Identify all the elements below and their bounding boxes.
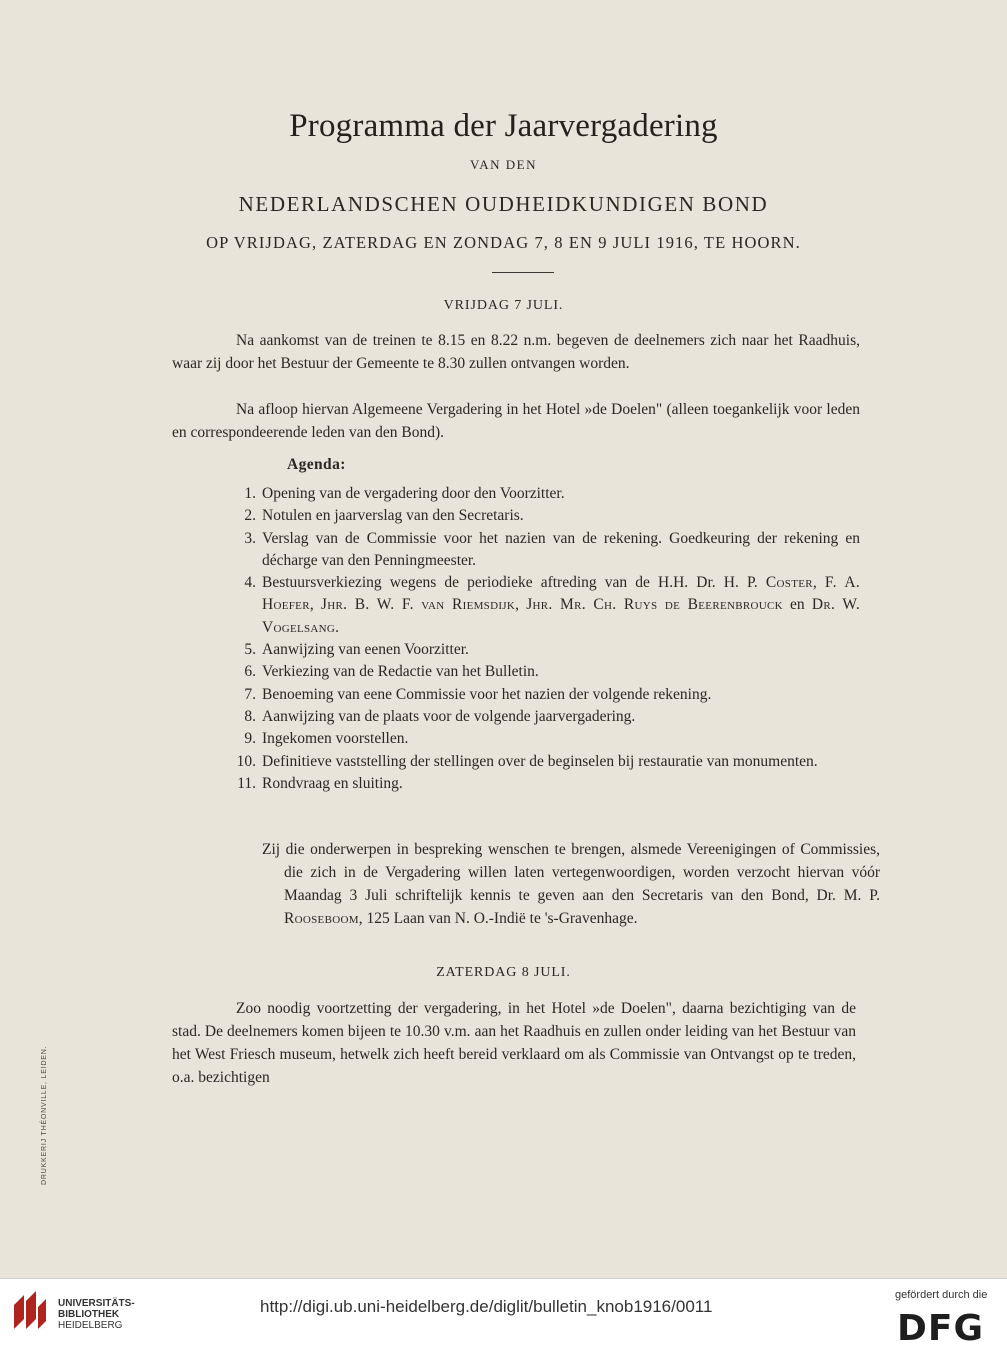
agenda-item: 2. Notulen en jaarverslag van den Secretaris. — [244, 507, 524, 525]
agenda-item: 5. Aanwijzing van eenen Voorzitter. — [244, 641, 469, 659]
meeting-dates: OP VRIJDAG, ZATERDAG EN ZONDAG 7, 8 EN 9 JULI 1916, TE HOORN. — [206, 233, 801, 252]
agenda-item: 4. Bestuursverkiezing wegens de periodieke aftreding van de H.H. Dr. H. P. Coster, F. A. Hoefer, Jhr. B. W. F. van Riemsdijk, Jhr. Mr. Ch. Ruys de Beerenbrouck en Dr. W. Vogelsang. — [244, 574, 861, 636]
library-name: UNIVERSITÄTS- BIBLIOTHEK HEIDELBERG — [58, 1298, 135, 1331]
friday-paragraph-1: Na aankomst van de treinen te 8.15 en 8.22 n.m. begeven de deelnemers zich naar het Raadhuis, waar zij door het Bestuur der Gemeente te 8.30 zullen ontvangen worden. — [172, 332, 860, 372]
subtitle-van-den: VAN DEN — [470, 157, 537, 172]
agenda-item: 11. Rondvraag en sluiting. — [237, 774, 403, 792]
organisation-name: NEDERLANDSCHEN OUDHEIDKUNDIGEN BOND — [238, 192, 769, 216]
dfg-logo: DFG — [897, 1308, 985, 1349]
saturday-paragraph-1: Zoo noodig voortzetting der vergadering, in het Hotel »de Doelen", daarna bezichtiging van de stad. De deelnemers komen bijeen te 10.30 v.m. aan het Raadhuis en zullen onder leiding van het Bestuur van het West Friesch museum, hetwelk zich heeft bereid verklaard om als Commissie van Ontvangst op te treden, o.a. bezichtigen — [172, 1000, 856, 1086]
agenda-item: 1. Opening van de vergadering door den Voorzitter. — [244, 485, 565, 502]
friday-heading: VRIJDAG 7 JULI. — [443, 298, 564, 313]
friday-paragraph-2: Na afloop hiervan Algemeene Vergadering in het Hotel »de Doelen" (alleen toegankelijk voor leden en correspondeerende leden van den Bond). — [172, 401, 860, 441]
digitisation-footer — [0, 1278, 1007, 1353]
agenda-item: 3. Verslag van de Commissie voor het nazien van de rekening. Goedkeuring der rekening en décharge van den Penningmeester. — [244, 529, 860, 569]
agenda-item: 9. Ingekomen voorstellen. — [244, 730, 409, 748]
agenda-item: 8. Aanwijzing van de plaats voor de volgende jaarvergadering. — [244, 707, 636, 725]
person-name: Jhr. Mr. Ch. Ruys de Beerenbrouck — [526, 596, 783, 614]
funding-note: gefördert durch die — [895, 1289, 988, 1301]
divider-rule — [492, 272, 554, 273]
agenda-item: 6. Verkiezing van de Redactie van het Bulletin. — [244, 663, 539, 681]
person-name: F. A. Hoefer — [262, 574, 861, 614]
person-name: Rooseboom — [284, 910, 359, 927]
agenda-heading: Agenda: — [287, 456, 346, 473]
permalink-url[interactable]: http://digi.ub.uni-heidelberg.de/diglit/bulletin_knob1916/0011 — [260, 1297, 713, 1316]
submission-note: Zij die onderwerpen in bespreking wenschen te brengen, alsmede Vereenigingen of Commissies, die zich in de Vergadering willen laten vertegenwoordigen, worden verzocht hiervan vóór Maandag 3 Juli schriftelijk kennis te geven aan den Secretaris van den Bond, Dr. M. P. Rooseboom, 125 Laan van N. O.-Indië te 's-Gravenhage. — [262, 841, 880, 927]
agenda-item: 7. Benoeming van eene Commissie voor het nazien der volgende rekening. — [244, 685, 712, 703]
agenda-item: 10. Definitieve vaststelling der stellingen over de beginselen bij restauratie van monumenten. — [236, 752, 818, 770]
person-name: Jhr. B. W. F. van Riemsdijk — [320, 596, 516, 614]
agenda-list — [226, 483, 860, 795]
person-name: Dr. W. Vogelsang — [262, 596, 861, 636]
university-library-logo-icon — [10, 1289, 50, 1331]
page-title: Programma der Jaarvergadering — [289, 108, 718, 144]
person-name: Coster — [765, 574, 813, 592]
saturday-heading: ZATERDAG 8 JULI. — [436, 965, 571, 980]
printer-imprint: DRUKKERIJ THÉONVILLE, LEIDEN. — [41, 1045, 48, 1185]
